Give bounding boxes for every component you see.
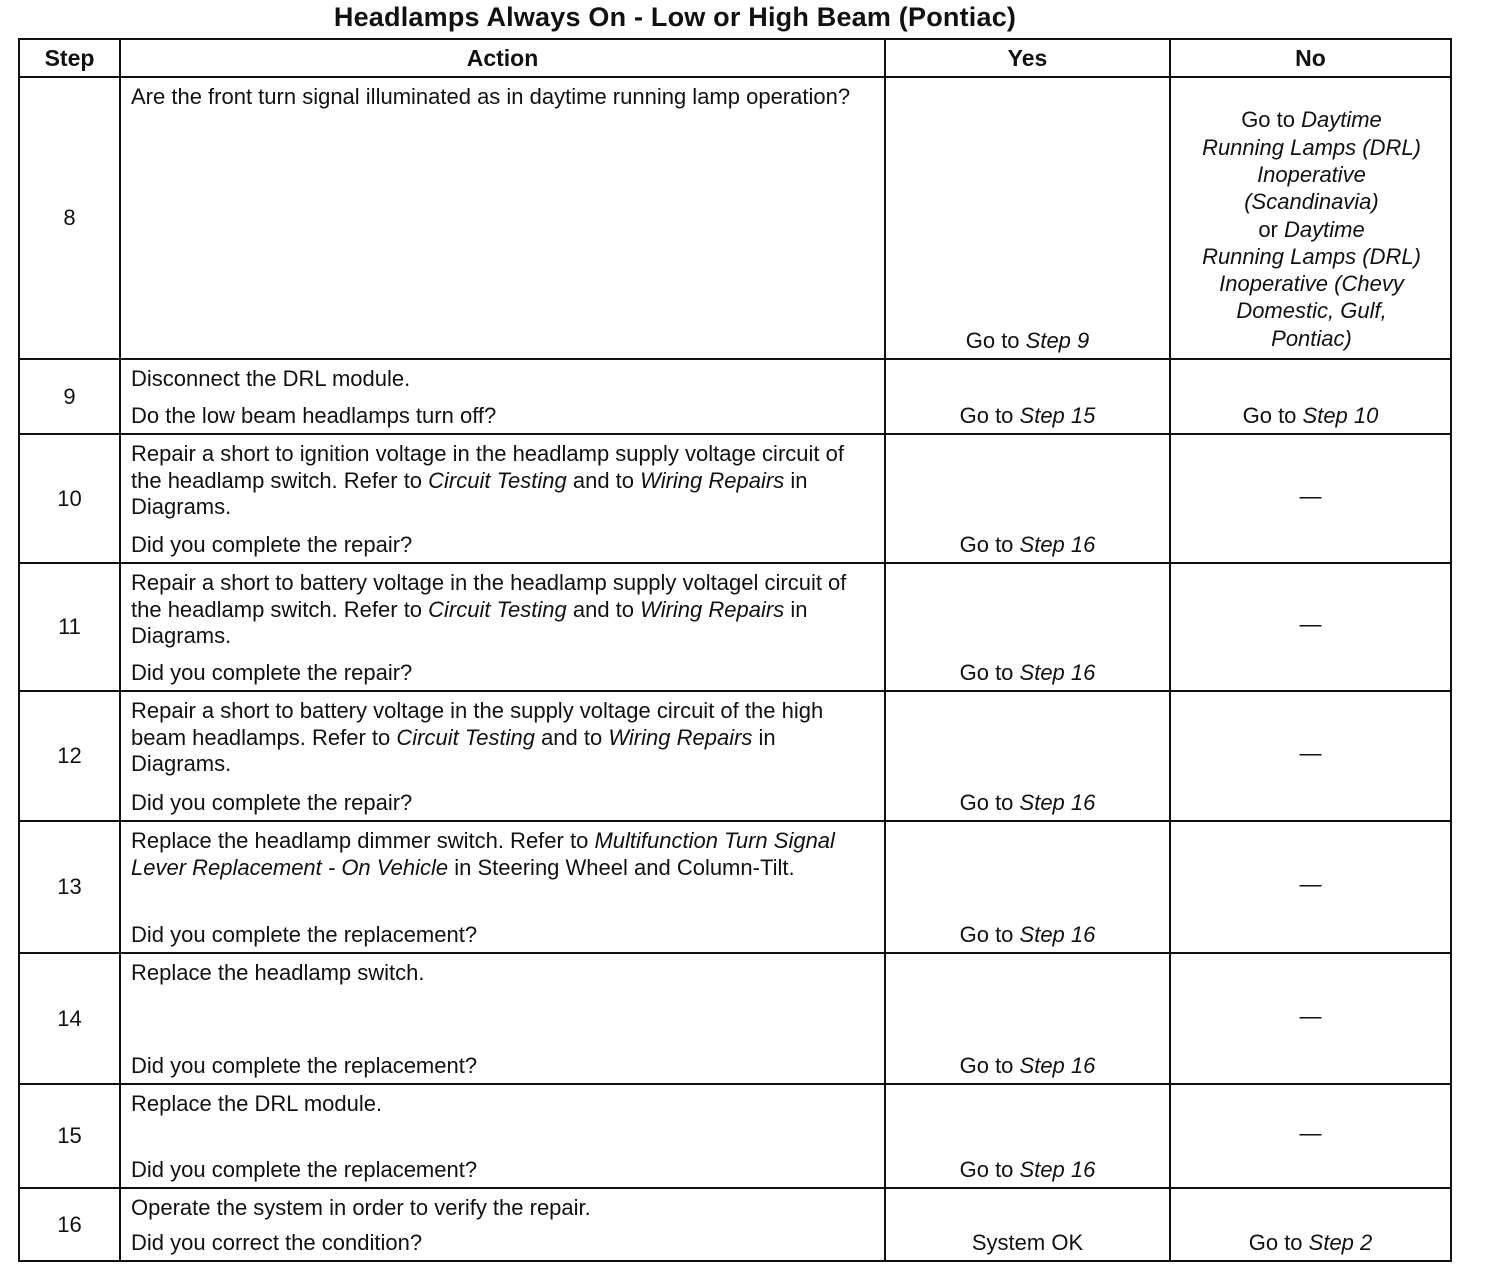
action-cell — [120, 1188, 885, 1261]
no-answer-line — [1179, 325, 1444, 352]
step-number: 10 — [19, 434, 120, 563]
action-text — [131, 570, 876, 650]
reference-text: Running Lamps (DRL) — [1202, 134, 1421, 160]
header-step: Step — [19, 39, 120, 77]
reference-text: Wiring Repairs — [640, 596, 785, 622]
no-answer-line — [1179, 188, 1444, 215]
yes-answer — [886, 922, 1169, 948]
reference-text: Inoperative (Chevy — [1219, 271, 1404, 297]
action-text — [131, 698, 876, 778]
yes-prefix: Go to — [959, 660, 1020, 685]
no-answer-line — [1179, 216, 1444, 243]
step-number: 13 — [19, 821, 120, 953]
table-row — [19, 77, 1451, 359]
yes-step-link: Step 16 — [1019, 790, 1096, 815]
no-answer-line — [1179, 270, 1444, 297]
yes-answer — [886, 660, 1169, 686]
no-answer-dash: — — [1299, 1120, 1322, 1146]
plain-text: Repair a short to battery voltage in the headlamp supply voltagel circuit of the headlamp switch. Refer to — [131, 570, 847, 622]
plain-text: and to — [534, 724, 609, 750]
action-text: Disconnect the DRL module. — [131, 366, 411, 391]
yes-prefix: Go to — [959, 1053, 1020, 1078]
table-row — [19, 821, 1451, 953]
action-cell — [120, 1084, 885, 1188]
yes-cell — [885, 77, 1170, 359]
plain-text: Replace the headlamp dimmer switch. Refer to — [131, 828, 595, 853]
action-cell — [120, 77, 885, 359]
yes-cell — [885, 359, 1170, 434]
no-answer-dash: — — [1299, 871, 1322, 897]
no-answer-dash: — — [1299, 611, 1322, 637]
table-row — [19, 691, 1451, 821]
action-cell — [120, 691, 885, 821]
no-answer-line — [1179, 243, 1444, 270]
yes-answer — [886, 790, 1169, 816]
action-cell — [120, 821, 885, 953]
no-cell — [1170, 821, 1451, 953]
no-step-link: Step 2 — [1308, 1230, 1373, 1255]
no-answer-dash: — — [1299, 1002, 1322, 1028]
step-number: 9 — [19, 359, 120, 434]
step-number: 12 — [19, 691, 120, 821]
action-question: Did you complete the replacement? — [131, 1157, 478, 1182]
yes-answer — [886, 1230, 1169, 1256]
plain-text: or — [1258, 216, 1284, 242]
header-yes: Yes — [885, 39, 1170, 77]
no-answer-dash: — — [1299, 482, 1322, 508]
yes-step-link: Step 16 — [1019, 922, 1096, 947]
action-question: Do the low beam headlamps turn off? — [131, 403, 497, 428]
yes-cell — [885, 563, 1170, 691]
yes-step-link: Step 16 — [1019, 532, 1096, 557]
yes-step-link: Step 16 — [1019, 1053, 1096, 1078]
yes-cell — [885, 1084, 1170, 1188]
plain-text: Repair a short to ignition voltage in the headlamp supply voltage circuit of the headlamp switch. Refer to — [131, 441, 844, 493]
plain-text: in Diagrams. — [131, 724, 776, 776]
yes-step-link: Step 16 — [1019, 1157, 1096, 1182]
action-question: Did you complete the repair? — [131, 790, 413, 815]
action-text — [131, 828, 876, 881]
action-question: Did you complete the repair? — [131, 532, 413, 557]
yes-step-link: Step 15 — [1019, 403, 1096, 428]
yes-prefix: Go to — [959, 532, 1020, 557]
plain-text: and to — [566, 596, 641, 622]
no-cell — [1170, 953, 1451, 1084]
no-prefix: Go to — [1242, 403, 1303, 428]
no-prefix: Go to — [1248, 1230, 1309, 1255]
no-cell — [1170, 1188, 1451, 1261]
plain-text: in Diagrams. — [131, 467, 808, 519]
action-text — [131, 441, 876, 521]
no-answer-dash: — — [1299, 740, 1322, 766]
yes-cell — [885, 953, 1170, 1084]
action-question: Did you complete the repair? — [131, 660, 413, 685]
action-text: Operate the system in order to verify the repair. — [131, 1195, 591, 1220]
header-action: Action — [120, 39, 885, 77]
yes-prefix: System OK — [971, 1230, 1084, 1255]
reference-text: Domestic, Gulf, — [1236, 298, 1387, 324]
step-number: 11 — [19, 563, 120, 691]
action-text: Are the front turn signal illuminated as in daytime running lamp operation? — [131, 84, 851, 109]
table-row — [19, 953, 1451, 1084]
no-answer — [1179, 106, 1444, 352]
yes-prefix: Go to — [965, 328, 1026, 353]
reference-text: Inoperative — [1257, 161, 1366, 187]
no-cell — [1170, 434, 1451, 563]
plain-text: in Steering Wheel and Column-Tilt. — [448, 854, 795, 880]
no-cell — [1170, 563, 1451, 691]
yes-prefix: Go to — [959, 1157, 1020, 1182]
action-text: Replace the headlamp switch. — [131, 960, 425, 985]
no-cell — [1170, 1084, 1451, 1188]
action-cell — [120, 434, 885, 563]
no-answer-line — [1179, 161, 1444, 188]
reference-text: Running Lamps (DRL) — [1202, 243, 1421, 269]
table-row — [19, 1188, 1451, 1261]
header-row — [19, 39, 1451, 77]
diagnostic-table — [18, 38, 1452, 1262]
table-row — [19, 563, 1451, 691]
yes-prefix: Go to — [959, 922, 1020, 947]
action-cell — [120, 953, 885, 1084]
table-row — [19, 1084, 1451, 1188]
reference-text: Circuit Testing — [428, 596, 567, 622]
table-row — [19, 359, 1451, 434]
no-answer — [1171, 1230, 1450, 1256]
no-cell — [1170, 77, 1451, 359]
step-number: 8 — [19, 77, 120, 359]
no-answer — [1171, 403, 1450, 429]
action-question: Did you complete the replacement? — [131, 922, 478, 947]
reference-text: Wiring Repairs — [640, 467, 785, 493]
reference-text: Daytime — [1301, 107, 1382, 133]
reference-text: Daytime — [1284, 216, 1365, 242]
yes-cell — [885, 691, 1170, 821]
no-answer-line — [1179, 106, 1444, 133]
no-cell — [1170, 691, 1451, 821]
yes-answer — [886, 532, 1169, 558]
yes-step-link: Step 9 — [1025, 328, 1090, 353]
step-number: 16 — [19, 1188, 120, 1261]
action-cell — [120, 563, 885, 691]
no-answer-line — [1179, 134, 1444, 161]
table-row — [19, 434, 1451, 563]
plain-text: in Diagrams. — [131, 596, 808, 648]
step-number: 14 — [19, 953, 120, 1084]
step-number: 15 — [19, 1084, 120, 1188]
no-step-link: Step 10 — [1302, 403, 1379, 428]
yes-step-link: Step 16 — [1019, 660, 1096, 685]
reference-text: Wiring Repairs — [608, 724, 753, 750]
header-no: No — [1170, 39, 1451, 77]
reference-text: Circuit Testing — [396, 724, 535, 750]
yes-prefix: Go to — [959, 790, 1020, 815]
yes-answer — [886, 328, 1169, 354]
no-answer-line — [1179, 297, 1444, 324]
yes-cell — [885, 1188, 1170, 1261]
yes-prefix: Go to — [959, 403, 1020, 428]
yes-answer — [886, 1053, 1169, 1079]
action-question: Did you correct the condition? — [131, 1230, 423, 1255]
action-cell — [120, 359, 885, 434]
plain-text: Repair a short to battery voltage in the supply voltage circuit of the high beam headlamps. Refer to — [131, 698, 824, 750]
page-title: Headlamps Always On - Low or High Beam (Pontiac) — [333, 2, 1017, 32]
yes-answer — [886, 1157, 1169, 1183]
yes-cell — [885, 821, 1170, 953]
yes-cell — [885, 434, 1170, 563]
reference-text: Circuit Testing — [428, 467, 567, 493]
reference-text: Pontiac) — [1271, 325, 1352, 351]
action-question: Did you complete the replacement? — [131, 1053, 478, 1078]
reference-text: (Scandinavia) — [1244, 189, 1379, 215]
plain-text: Go to — [1241, 107, 1302, 133]
yes-answer — [886, 403, 1169, 429]
no-cell — [1170, 359, 1451, 434]
plain-text: and to — [566, 467, 641, 493]
action-text: Replace the DRL module. — [131, 1091, 383, 1116]
reference-text: Multifunction Turn Signal Lever Replacement - On Vehicle — [131, 828, 835, 880]
